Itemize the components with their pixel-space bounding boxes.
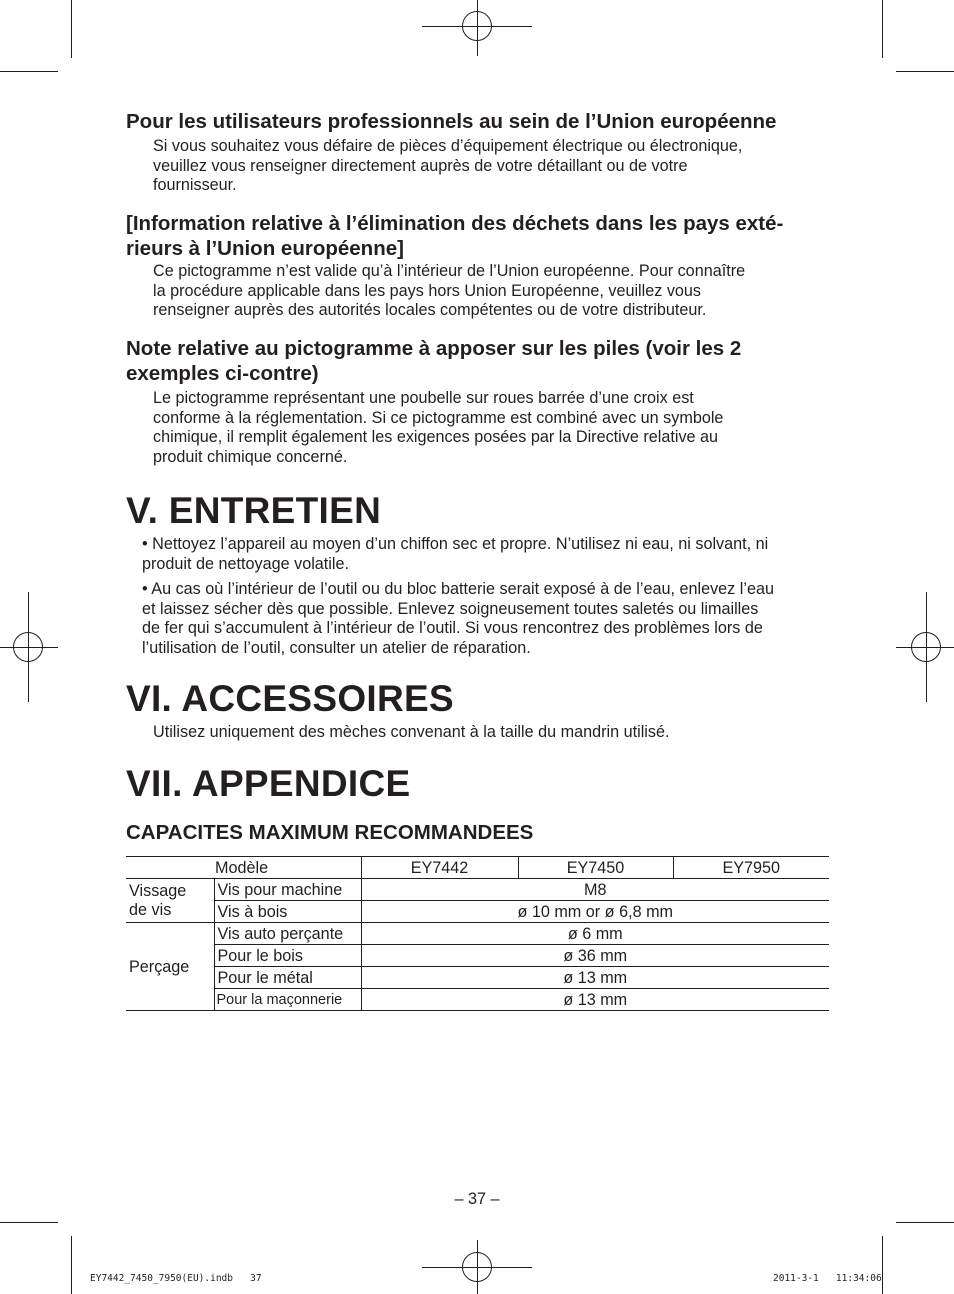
- section-title-entretien: V. ENTRETIEN: [126, 490, 382, 531]
- header-cell-ey7450: EY7450: [518, 857, 673, 879]
- header-cell-ey7442: EY7442: [361, 857, 518, 879]
- heading-line: rieurs à l’Union européenne]: [126, 237, 404, 260]
- row-value: M8: [361, 879, 829, 901]
- bullet-item: [142, 535, 842, 574]
- outside-eu-paragraph: [153, 262, 833, 321]
- text-line: produit chimique concerné.: [153, 447, 348, 466]
- row-label: Vis pour machine: [214, 879, 361, 901]
- table-title: CAPACITES MAXIMUM RECOMMANDEES: [126, 821, 534, 844]
- text-line: la procédure applicable dans les pays hors Union Européenne, veuillez vous: [153, 281, 702, 300]
- row-value: ø 13 mm: [361, 989, 829, 1011]
- battery-note-paragraph: [153, 389, 833, 467]
- group-label-line: Vissage: [129, 881, 187, 900]
- table-row: [126, 901, 829, 923]
- heading-line: [Information relative à l’élimination des déchets dans les pays exté-: [126, 212, 784, 235]
- section-title-accessoires: VI. ACCESSOIRES: [126, 678, 454, 719]
- eu-pro-paragraph: [153, 137, 833, 196]
- page-number: – 37 –: [454, 1190, 500, 1208]
- group-label-percage: Perçage: [126, 923, 214, 1011]
- text-line: et laissez sécher dès que possible. Enlevez soigneusement toutes saletés ou limailles: [142, 599, 759, 618]
- heading-line: exemples ci-contre): [126, 362, 319, 385]
- section-heading-battery-note: [126, 336, 836, 386]
- group-label-vissage: [126, 879, 214, 923]
- text-line: fournisseur.: [153, 176, 237, 194]
- bullet-item: [142, 580, 842, 658]
- footer-file-info: EY7442_7450_7950(EU).indb 37: [90, 1273, 262, 1284]
- row-value: ø 6 mm: [361, 923, 829, 945]
- text-line: Si vous souhaitez vous défaire de pièces d’équipement électrique ou électronique,: [153, 137, 743, 155]
- text-line: • Au cas où l’intérieur de l’outil ou du bloc batterie serait exposé à de l’eau, enlevez l’eau: [142, 580, 774, 598]
- row-label: Vis à bois: [214, 901, 361, 923]
- section-title-appendice: VII. APPENDICE: [126, 763, 411, 804]
- capacity-table: [126, 856, 829, 1011]
- section-heading-outside-eu: [126, 211, 836, 261]
- text-line: conforme à la réglementation. Si ce pictogramme est combiné avec un symbole: [153, 408, 724, 427]
- text-line: chimique, il remplit également les exigences posées par la Directive relative au: [153, 428, 719, 446]
- heading-line: Note relative au pictogramme à apposer sur les piles (voir les 2: [126, 337, 742, 360]
- text-line: veuillez vous renseigner directement auprès de votre détaillant ou de votre: [153, 156, 688, 175]
- section-heading-eu-pro: Pour les utilisateurs professionnels au sein de l’Union européenne: [126, 110, 777, 133]
- row-value: ø 36 mm: [361, 945, 829, 967]
- row-label: Pour le bois: [214, 945, 361, 967]
- text-line: • Nettoyez l’appareil au moyen d’un chiffon sec et propre. N’utilisez ni eau, ni solvant, ni: [142, 535, 769, 553]
- table-row: [126, 923, 829, 945]
- text-line: Le pictogramme représentant une poubelle sur roues barrée d’une croix est: [153, 389, 694, 407]
- accessoires-paragraph: Utilisez uniquement des mèches convenant à la taille du mandrin utilisé.: [153, 723, 670, 741]
- header-cell-ey7950: EY7950: [673, 857, 829, 879]
- text-line: de fer qui s’accumulent à l’intérieur de l’outil. Si vous rencontrez des problèmes lors de: [142, 619, 763, 637]
- row-value: ø 10 mm or ø 6,8 mm: [361, 901, 829, 923]
- row-value: ø 13 mm: [361, 967, 829, 989]
- row-label: Vis auto perçante: [214, 923, 361, 945]
- table-row: [126, 879, 829, 901]
- row-label: Pour la maçonnerie: [214, 989, 361, 1011]
- text-line: l’utilisation de l’outil, consulter un atelier de réparation.: [142, 638, 531, 657]
- footer-timestamp: 2011-3-1 11:34:06: [773, 1273, 882, 1284]
- table-row: [126, 945, 829, 967]
- table-header-row: [126, 857, 829, 879]
- row-label: Pour le métal: [214, 967, 361, 989]
- table-row: [126, 989, 829, 1011]
- text-line: produit de nettoyage volatile.: [142, 554, 349, 573]
- table-row: [126, 967, 829, 989]
- text-line: Ce pictogramme n’est valide qu’à l’intérieur de l’Union européenne. Pour connaître: [153, 262, 746, 280]
- text-line: renseigner auprès des autorités locales compétentes ou de votre distributeur.: [153, 301, 707, 319]
- group-label-line: de vis: [129, 900, 172, 919]
- header-cell-model: Modèle: [126, 857, 361, 879]
